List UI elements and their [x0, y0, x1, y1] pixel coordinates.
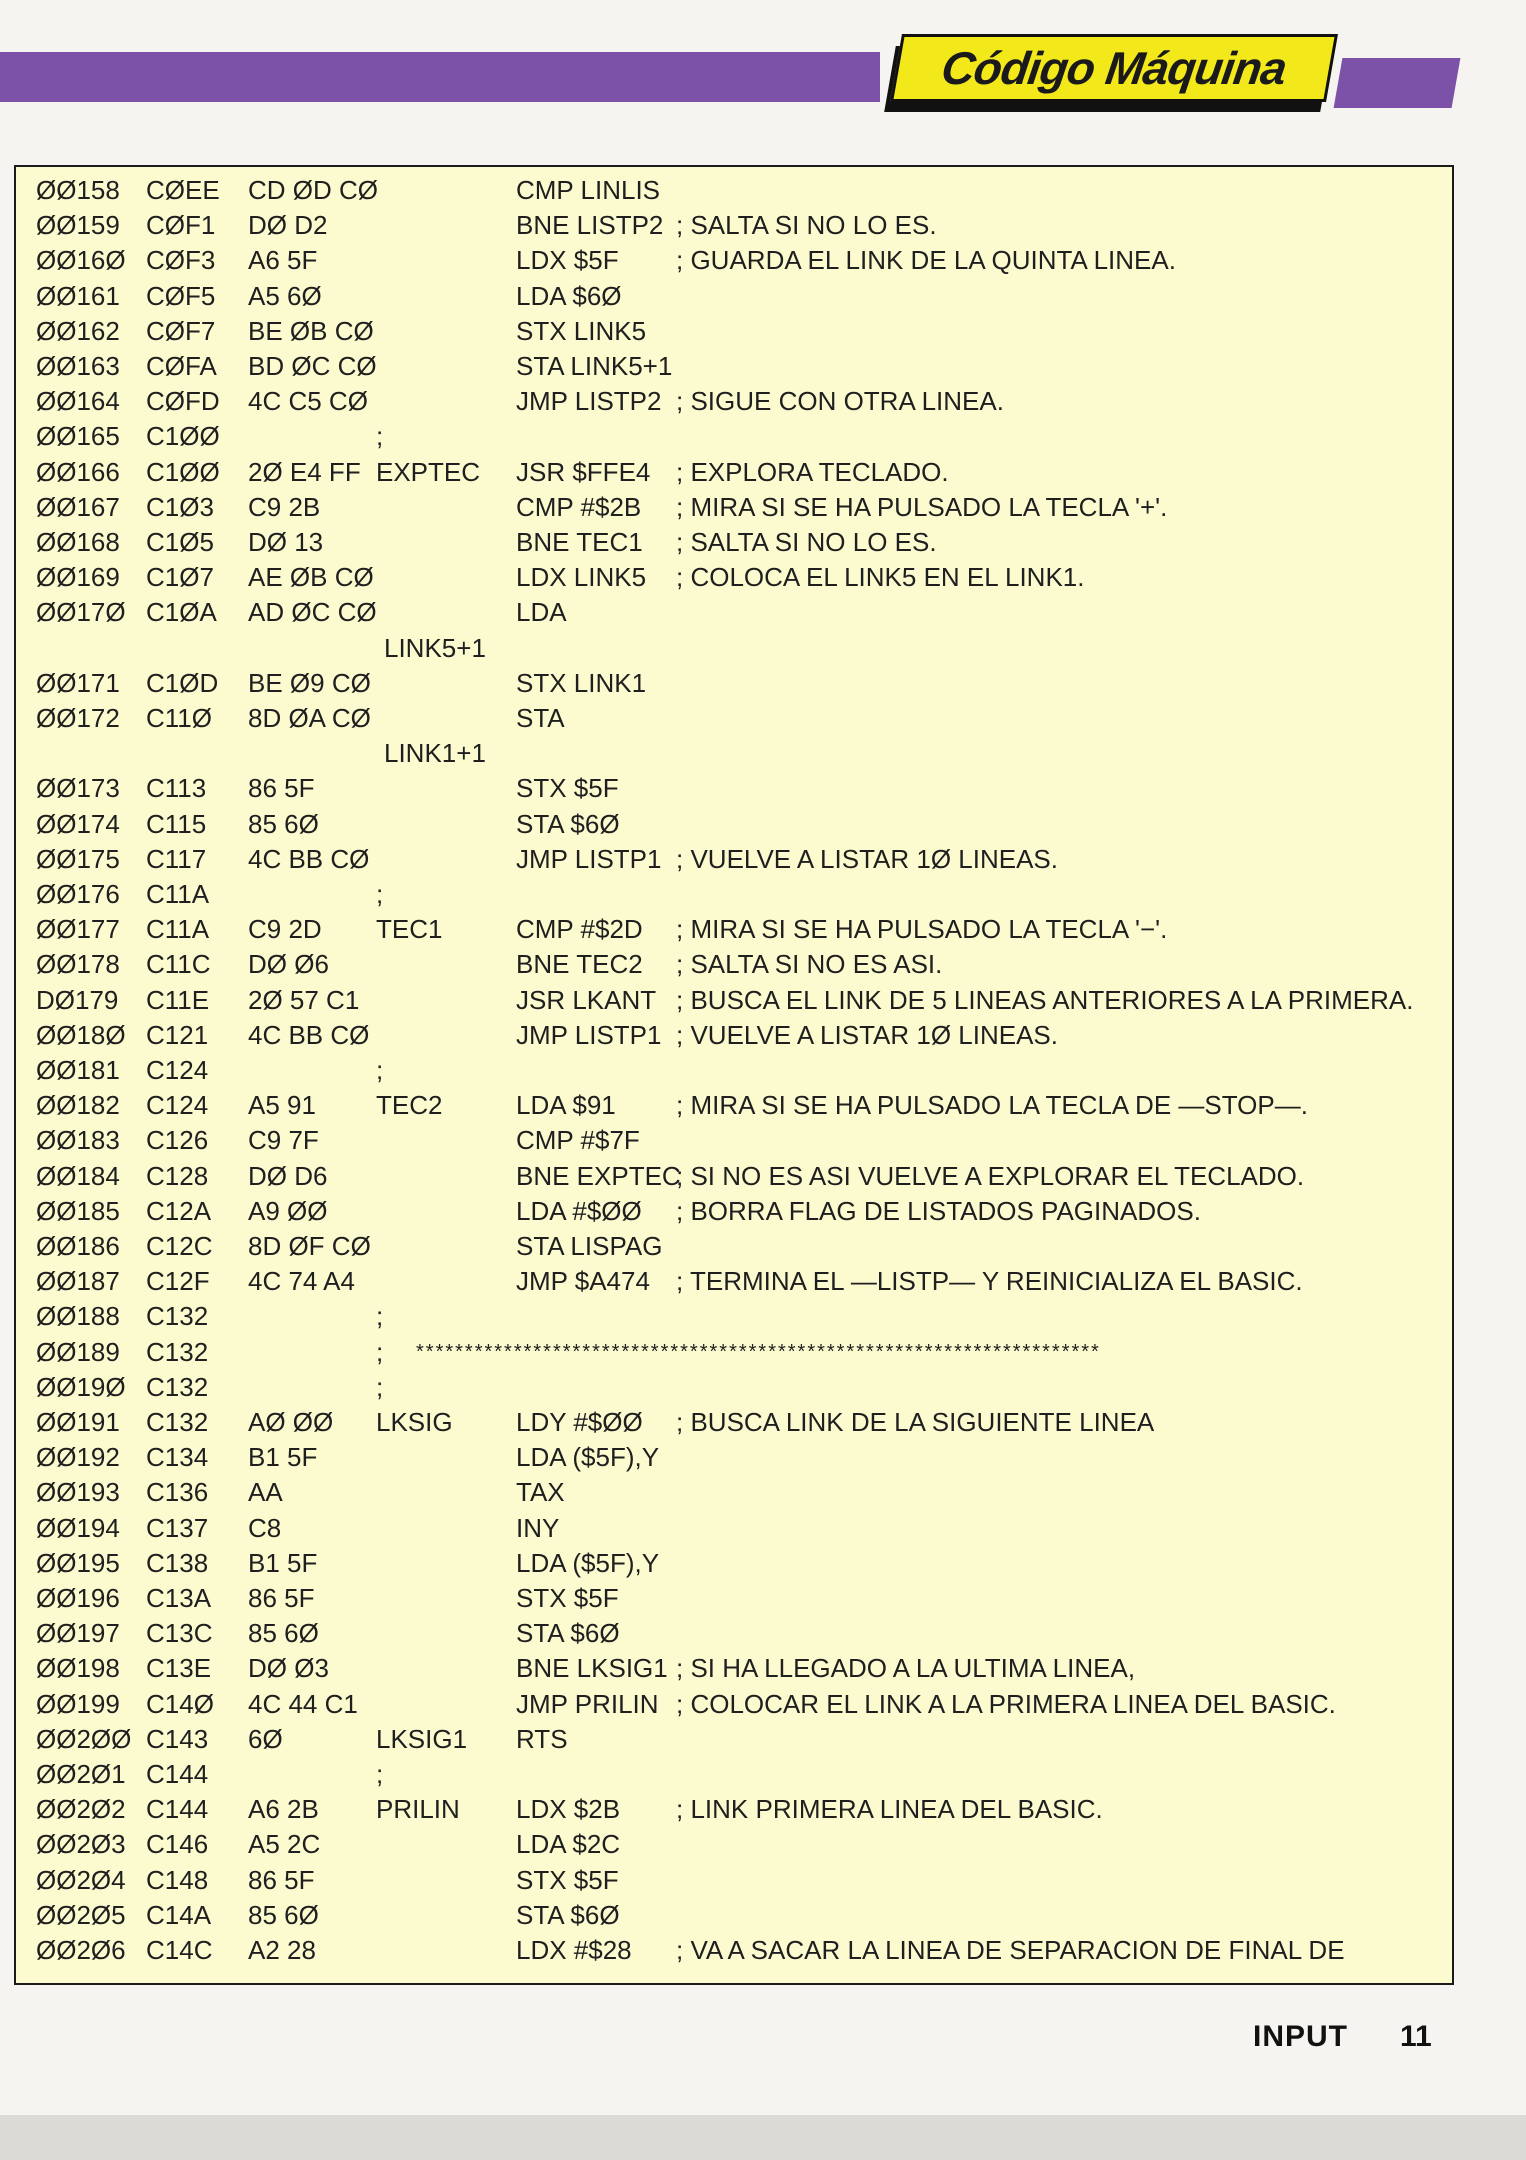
- address: C11E: [146, 984, 210, 1015]
- code-listing: [14, 165, 1454, 1985]
- address: CØFA: [146, 351, 217, 381]
- asm-label: PRILIN: [376, 1794, 460, 1825]
- comment: ; COLOCA EL LINK5 EN EL LINK1.: [676, 562, 1085, 593]
- line-number: ØØ174: [36, 808, 120, 839]
- line-number: ØØ193: [36, 1477, 120, 1508]
- hex-bytes: 86 5F: [248, 1583, 315, 1613]
- line-number: ØØ189: [36, 1336, 120, 1367]
- hex-bytes: A2 28: [248, 1935, 316, 1965]
- address: C146: [146, 1829, 209, 1860]
- address: C12A: [146, 1195, 212, 1226]
- line-number: ØØ19Ø: [36, 1371, 126, 1402]
- mnemonic: LDY #$ØØ: [516, 1407, 643, 1437]
- mnemonic: LDA $6Ø: [516, 280, 622, 311]
- mnemonic: LDA: [516, 597, 567, 628]
- listing-row: [16, 525, 1452, 560]
- address: CØF1: [146, 210, 216, 241]
- mnemonic: CMP #$7F: [516, 1125, 640, 1156]
- listing-row: [16, 842, 1452, 877]
- listing-row: [16, 1511, 1452, 1546]
- mnemonic: TAX: [516, 1477, 565, 1508]
- mnemonic: JMP LISTP2: [516, 386, 662, 417]
- line-number: ØØ162: [36, 315, 120, 346]
- line-number: ØØ187: [36, 1266, 120, 1297]
- address: C13A: [146, 1583, 212, 1613]
- line-number: ØØ183: [36, 1125, 120, 1156]
- mnemonic: STA $6Ø: [516, 1618, 620, 1649]
- line-number: ØØ184: [36, 1160, 120, 1191]
- address: C1Ø7: [146, 562, 214, 593]
- line-number: ØØ2Ø1: [36, 1759, 126, 1789]
- listing-row: [16, 736, 1452, 771]
- address: C11A: [146, 914, 210, 945]
- listing-row: [16, 877, 1452, 912]
- line-number: ØØ177: [36, 914, 120, 945]
- comment: ; VA A SACAR LA LINEA DE SEPARACION DE FINAL DE: [676, 1935, 1345, 1965]
- mnemonic: STA LISPAG: [516, 1231, 663, 1261]
- listing-row: [16, 314, 1452, 349]
- listing-row: [16, 1440, 1452, 1475]
- address: CØF3: [146, 245, 216, 276]
- address: C124: [146, 1090, 209, 1121]
- address: C132: [146, 1301, 209, 1332]
- address: CØF5: [146, 280, 216, 311]
- address: C1Ø5: [146, 527, 214, 557]
- mnemonic: STX LINK1: [516, 667, 647, 698]
- mnemonic: JMP LISTP1: [516, 1019, 662, 1050]
- hex-bytes: DØ 13: [248, 527, 324, 557]
- comment: ; BUSCA EL LINK DE 5 LINEAS ANTERIORES A LA PRIMERA.: [676, 984, 1414, 1015]
- mnemonic: LDX LINK5: [516, 562, 647, 593]
- hex-bytes: 4C 74 A4: [248, 1266, 355, 1297]
- asm-label: ;: [376, 1336, 384, 1367]
- line-number: ØØ2Ø2: [36, 1794, 126, 1825]
- line-number: ØØ165: [36, 421, 120, 452]
- hex-bytes: BD ØC CØ: [248, 351, 377, 381]
- listing-row: [16, 1335, 1452, 1370]
- hex-bytes: BE Ø9 CØ: [248, 667, 371, 698]
- line-number: ØØ199: [36, 1688, 120, 1719]
- hex-bytes: 85 6Ø: [248, 1899, 319, 1930]
- section-title: Código Máquina: [938, 42, 1290, 94]
- listing-row: [16, 419, 1452, 454]
- line-number: ØØ159: [36, 210, 120, 241]
- header-stripe: [0, 52, 880, 102]
- listing-row: [16, 1229, 1452, 1264]
- comment: ; SALTA SI NO ES ASI.: [676, 949, 943, 980]
- address: C132: [146, 1407, 209, 1437]
- wrapped-operand: LINK5+1: [384, 632, 486, 663]
- mnemonic: CMP #$2D: [516, 914, 643, 945]
- line-number: ØØ194: [36, 1512, 120, 1543]
- hex-bytes: 6Ø: [248, 1723, 283, 1754]
- asm-label: ;: [376, 421, 384, 452]
- comment: ; EXPLORA TECLADO.: [676, 456, 949, 487]
- address: C14C: [146, 1935, 213, 1965]
- mnemonic: LDA $91: [516, 1090, 616, 1121]
- address: C136: [146, 1477, 209, 1508]
- line-number: ØØ185: [36, 1195, 120, 1226]
- address: C11C: [146, 949, 211, 980]
- line-number: ØØ169: [36, 562, 120, 593]
- address: C1ØD: [146, 667, 219, 698]
- hex-bytes: DØ D6: [248, 1160, 328, 1191]
- comment: ; BUSCA LINK DE LA SIGUIENTE LINEA: [676, 1407, 1155, 1437]
- line-number: ØØ158: [36, 175, 120, 205]
- mnemonic: STA $6Ø: [516, 1899, 620, 1930]
- asm-label: ;: [376, 1371, 384, 1402]
- address: CØF7: [146, 315, 216, 346]
- asm-label: ;: [376, 1759, 384, 1789]
- listing-row: [16, 771, 1452, 806]
- hex-bytes: C9 2B: [248, 491, 321, 522]
- line-number: ØØ167: [36, 491, 120, 522]
- hex-bytes: 8D ØF CØ: [248, 1231, 371, 1261]
- comment: ; LINK PRIMERA LINEA DEL BASIC.: [676, 1794, 1103, 1825]
- address: C13E: [146, 1653, 212, 1684]
- mnemonic: RTS: [516, 1723, 568, 1754]
- listing-row: [16, 1933, 1452, 1968]
- comment: ; SIGUE CON OTRA LINEA.: [676, 386, 1004, 417]
- listing-row: [16, 947, 1452, 982]
- mnemonic: BNE TEC2: [516, 949, 643, 980]
- hex-bytes: 4C BB CØ: [248, 1019, 370, 1050]
- page-number: 11: [1400, 2020, 1432, 2053]
- address: C14Ø: [146, 1688, 214, 1719]
- line-number: ØØ188: [36, 1301, 120, 1332]
- address: C1ØØ: [146, 421, 220, 452]
- listing-row: [16, 983, 1452, 1018]
- mnemonic: LDA ($5F),Y: [516, 1547, 660, 1578]
- line-number: ØØ172: [36, 703, 120, 733]
- listing-row: [16, 807, 1452, 842]
- asm-label: EXPTEC: [376, 456, 481, 487]
- listing-row: [16, 666, 1452, 701]
- listing-row: [16, 701, 1452, 736]
- hex-bytes: C8: [248, 1512, 282, 1543]
- hex-bytes: A5 6Ø: [248, 280, 322, 311]
- mnemonic: JSR LKANT: [516, 984, 657, 1015]
- mnemonic: JMP PRILIN: [516, 1688, 659, 1719]
- line-number: ØØ2Ø6: [36, 1935, 126, 1965]
- listing-row: [16, 349, 1452, 384]
- hex-bytes: AA: [248, 1477, 283, 1508]
- line-number: ØØ163: [36, 351, 120, 381]
- listing-row: [16, 1616, 1452, 1651]
- comment: ; VUELVE A LISTAR 1Ø LINEAS.: [676, 843, 1058, 874]
- address: CØEE: [146, 175, 220, 205]
- hex-bytes: 2Ø 57 C1: [248, 984, 360, 1015]
- hex-bytes: DØ Ø3: [248, 1653, 329, 1684]
- address: CØFD: [146, 386, 220, 417]
- asm-label: LKSIG1: [376, 1723, 468, 1754]
- mnemonic: STX $5F: [516, 1583, 619, 1613]
- listing-row: [16, 1194, 1452, 1229]
- hex-bytes: AØ ØØ: [248, 1407, 334, 1437]
- address: C124: [146, 1055, 209, 1085]
- hex-bytes: 4C BB CØ: [248, 843, 370, 874]
- line-number: ØØ176: [36, 879, 120, 909]
- listing-row: [16, 1123, 1452, 1158]
- hex-bytes: B1 5F: [248, 1547, 318, 1578]
- listing-row: [16, 1159, 1452, 1194]
- listing-row: [16, 1264, 1452, 1299]
- listing-row: [16, 243, 1452, 278]
- line-number: ØØ192: [36, 1442, 120, 1473]
- hex-bytes: C9 2D: [248, 914, 322, 945]
- listing-row: [16, 1018, 1452, 1053]
- address: C117: [146, 843, 207, 874]
- comment: ; VUELVE A LISTAR 1Ø LINEAS.: [676, 1019, 1058, 1050]
- asm-label: ;: [376, 1055, 384, 1085]
- listing-row: [16, 1370, 1452, 1405]
- address: C144: [146, 1794, 209, 1825]
- line-number: ØØ2Ø5: [36, 1899, 126, 1930]
- address: C132: [146, 1336, 209, 1367]
- hex-bytes: 8D ØA CØ: [248, 703, 371, 733]
- line-number: ØØ2Ø4: [36, 1864, 126, 1895]
- address: C134: [146, 1442, 209, 1473]
- comment: ; COLOCAR EL LINK A LA PRIMERA LINEA DEL BASIC.: [676, 1688, 1336, 1719]
- line-number: ØØ186: [36, 1231, 120, 1261]
- listing-row: [16, 384, 1452, 419]
- mnemonic: JSR $FFE4: [516, 456, 651, 487]
- address: C11Ø: [146, 703, 212, 733]
- mnemonic: JMP LISTP1: [516, 843, 662, 874]
- comment: ; MIRA SI SE HA PULSADO LA TECLA '+'.: [676, 491, 1168, 522]
- line-number: ØØ178: [36, 949, 120, 980]
- line-number: ØØ168: [36, 527, 120, 557]
- listing-row: [16, 1687, 1452, 1722]
- asm-label: TEC2: [376, 1090, 443, 1121]
- mnemonic: CMP LINLIS: [516, 175, 661, 205]
- listing-row: [16, 1651, 1452, 1686]
- hex-bytes: 4C C5 CØ: [248, 386, 368, 417]
- hex-bytes: 86 5F: [248, 1864, 315, 1895]
- hex-bytes: AD ØC CØ: [248, 597, 377, 628]
- address: C13C: [146, 1618, 213, 1649]
- listing-row: [16, 1581, 1452, 1616]
- listing-row: [16, 1546, 1452, 1581]
- line-number: ØØ191: [36, 1407, 120, 1437]
- listing-row: [16, 595, 1452, 630]
- mnemonic: JMP $A474: [516, 1266, 650, 1297]
- mnemonic: LDA ($5F),Y: [516, 1442, 660, 1473]
- magazine-name: INPUT: [1253, 2020, 1348, 2053]
- listing-row: [16, 1827, 1452, 1862]
- comment: ; BORRA FLAG DE LISTADOS PAGINADOS.: [676, 1195, 1201, 1226]
- address: C14A: [146, 1899, 212, 1930]
- address: C1ØA: [146, 597, 217, 628]
- mnemonic: STX $5F: [516, 773, 619, 804]
- listing-row: [16, 1475, 1452, 1510]
- hex-bytes: 4C 44 C1: [248, 1688, 358, 1719]
- listing-row: [16, 1757, 1452, 1792]
- hex-bytes: 2Ø E4 FF: [248, 456, 361, 487]
- address: C1ØØ: [146, 456, 220, 487]
- address: C121: [146, 1019, 209, 1050]
- line-number: ØØ198: [36, 1653, 120, 1684]
- separator-stars: **********************************************************************: [416, 1340, 1101, 1363]
- line-number: ØØ196: [36, 1583, 120, 1613]
- mnemonic: INY: [516, 1512, 560, 1543]
- mnemonic: LDX $5F: [516, 245, 619, 276]
- mnemonic: STA LINK5+1: [516, 351, 673, 381]
- comment: ; MIRA SI SE HA PULSADO LA TECLA DE —STOP—.: [676, 1090, 1308, 1121]
- mnemonic: LDX #$28: [516, 1935, 632, 1965]
- listing-row: [16, 1792, 1452, 1827]
- line-number: ØØ2Ø3: [36, 1829, 126, 1860]
- listing-row: [16, 1088, 1452, 1123]
- line-number: ØØ18Ø: [36, 1019, 126, 1050]
- comment: ; TERMINA EL —LISTP— Y REINICIALIZA EL BASIC.: [676, 1266, 1303, 1297]
- line-number: ØØ164: [36, 386, 120, 417]
- listing-row: [16, 455, 1452, 490]
- asm-label: ;: [376, 1301, 384, 1332]
- address: C148: [146, 1864, 209, 1895]
- line-number: ØØ161: [36, 280, 120, 311]
- line-number: ØØ175: [36, 843, 120, 874]
- hex-bytes: B1 5F: [248, 1442, 318, 1473]
- hex-bytes: 85 6Ø: [248, 1618, 319, 1649]
- asm-label: LKSIG: [376, 1407, 453, 1437]
- mnemonic: CMP #$2B: [516, 491, 642, 522]
- address: C143: [146, 1723, 209, 1754]
- mnemonic: STX LINK5: [516, 315, 647, 346]
- address: C138: [146, 1547, 209, 1578]
- address: C113: [146, 773, 207, 804]
- hex-bytes: C9 7F: [248, 1125, 319, 1156]
- hex-bytes: 86 5F: [248, 773, 315, 804]
- listing-row: [16, 1299, 1452, 1334]
- line-number: ØØ16Ø: [36, 245, 126, 276]
- address: C126: [146, 1125, 209, 1156]
- address: C1Ø3: [146, 491, 214, 522]
- comment: ; SI NO ES ASI VUELVE A EXPLORAR EL TECLADO.: [676, 1160, 1305, 1191]
- address: C12C: [146, 1231, 213, 1261]
- line-number: ØØ166: [36, 456, 120, 487]
- listing-row: [16, 208, 1452, 243]
- address: C144: [146, 1759, 209, 1789]
- mnemonic: BNE TEC1: [516, 527, 643, 557]
- hex-bytes: DØ Ø6: [248, 949, 329, 980]
- listing-row: [16, 1863, 1452, 1898]
- comment: ; GUARDA EL LINK DE LA QUINTA LINEA.: [676, 245, 1176, 276]
- line-number: ØØ197: [36, 1618, 120, 1649]
- address: C12F: [146, 1266, 210, 1297]
- listing-row: [16, 912, 1452, 947]
- listing-row: [16, 1722, 1452, 1757]
- address: C132: [146, 1371, 209, 1402]
- line-number: ØØ182: [36, 1090, 120, 1121]
- section-header: [890, 34, 1338, 102]
- address: C115: [146, 808, 207, 839]
- line-number: DØ179: [36, 984, 119, 1015]
- mnemonic: BNE LKSIG1: [516, 1653, 668, 1684]
- line-number: ØØ2ØØ: [36, 1723, 132, 1754]
- line-number: ØØ195: [36, 1547, 120, 1578]
- hex-bytes: A6 5F: [248, 245, 318, 276]
- hex-bytes: A9 ØØ: [248, 1195, 328, 1226]
- mnemonic: BNE LISTP2: [516, 210, 664, 241]
- mnemonic: STA: [516, 703, 565, 733]
- hex-bytes: A5 91: [248, 1090, 316, 1121]
- line-number: ØØ17Ø: [36, 597, 126, 628]
- listing-row: [16, 173, 1452, 208]
- asm-label: ;: [376, 879, 384, 909]
- listing-row: [16, 631, 1452, 666]
- listing-row: [16, 490, 1452, 525]
- hex-bytes: 85 6Ø: [248, 808, 319, 839]
- mnemonic: STX $5F: [516, 1864, 619, 1895]
- listing-row: [16, 279, 1452, 314]
- comment: ; SALTA SI NO LO ES.: [676, 210, 937, 241]
- asm-label: TEC1: [376, 914, 443, 945]
- line-number: ØØ171: [36, 667, 120, 698]
- mnemonic: STA $6Ø: [516, 808, 620, 839]
- hex-bytes: A6 2B: [248, 1794, 319, 1825]
- hex-bytes: DØ D2: [248, 210, 328, 241]
- listing-row: [16, 560, 1452, 595]
- line-number: ØØ181: [36, 1055, 120, 1085]
- mnemonic: LDX $2B: [516, 1794, 621, 1825]
- mnemonic: LDA #$ØØ: [516, 1195, 642, 1226]
- comment: ; SALTA SI NO LO ES.: [676, 527, 937, 557]
- hex-bytes: A5 2C: [248, 1829, 321, 1860]
- listing-row: [16, 1053, 1452, 1088]
- wrapped-operand: LINK1+1: [384, 738, 486, 769]
- hex-bytes: AE ØB CØ: [248, 562, 374, 593]
- address: C11A: [146, 879, 210, 909]
- line-number: ØØ173: [36, 773, 120, 804]
- comment: ; MIRA SI SE HA PULSADO LA TECLA '−'.: [676, 914, 1168, 945]
- address: C128: [146, 1160, 209, 1191]
- mnemonic: LDA $2C: [516, 1829, 621, 1860]
- hex-bytes: CD ØD CØ: [248, 175, 378, 205]
- comment: ; SI HA LLEGADO A LA ULTIMA LINEA,: [676, 1653, 1136, 1684]
- listing-row: [16, 1898, 1452, 1933]
- hex-bytes: BE ØB CØ: [248, 315, 374, 346]
- header-stripe-right: [1334, 58, 1461, 108]
- mnemonic: BNE EXPTEC: [516, 1160, 681, 1191]
- page-edge: [0, 2115, 1526, 2160]
- address: C137: [146, 1512, 209, 1543]
- listing-row: [16, 1405, 1452, 1440]
